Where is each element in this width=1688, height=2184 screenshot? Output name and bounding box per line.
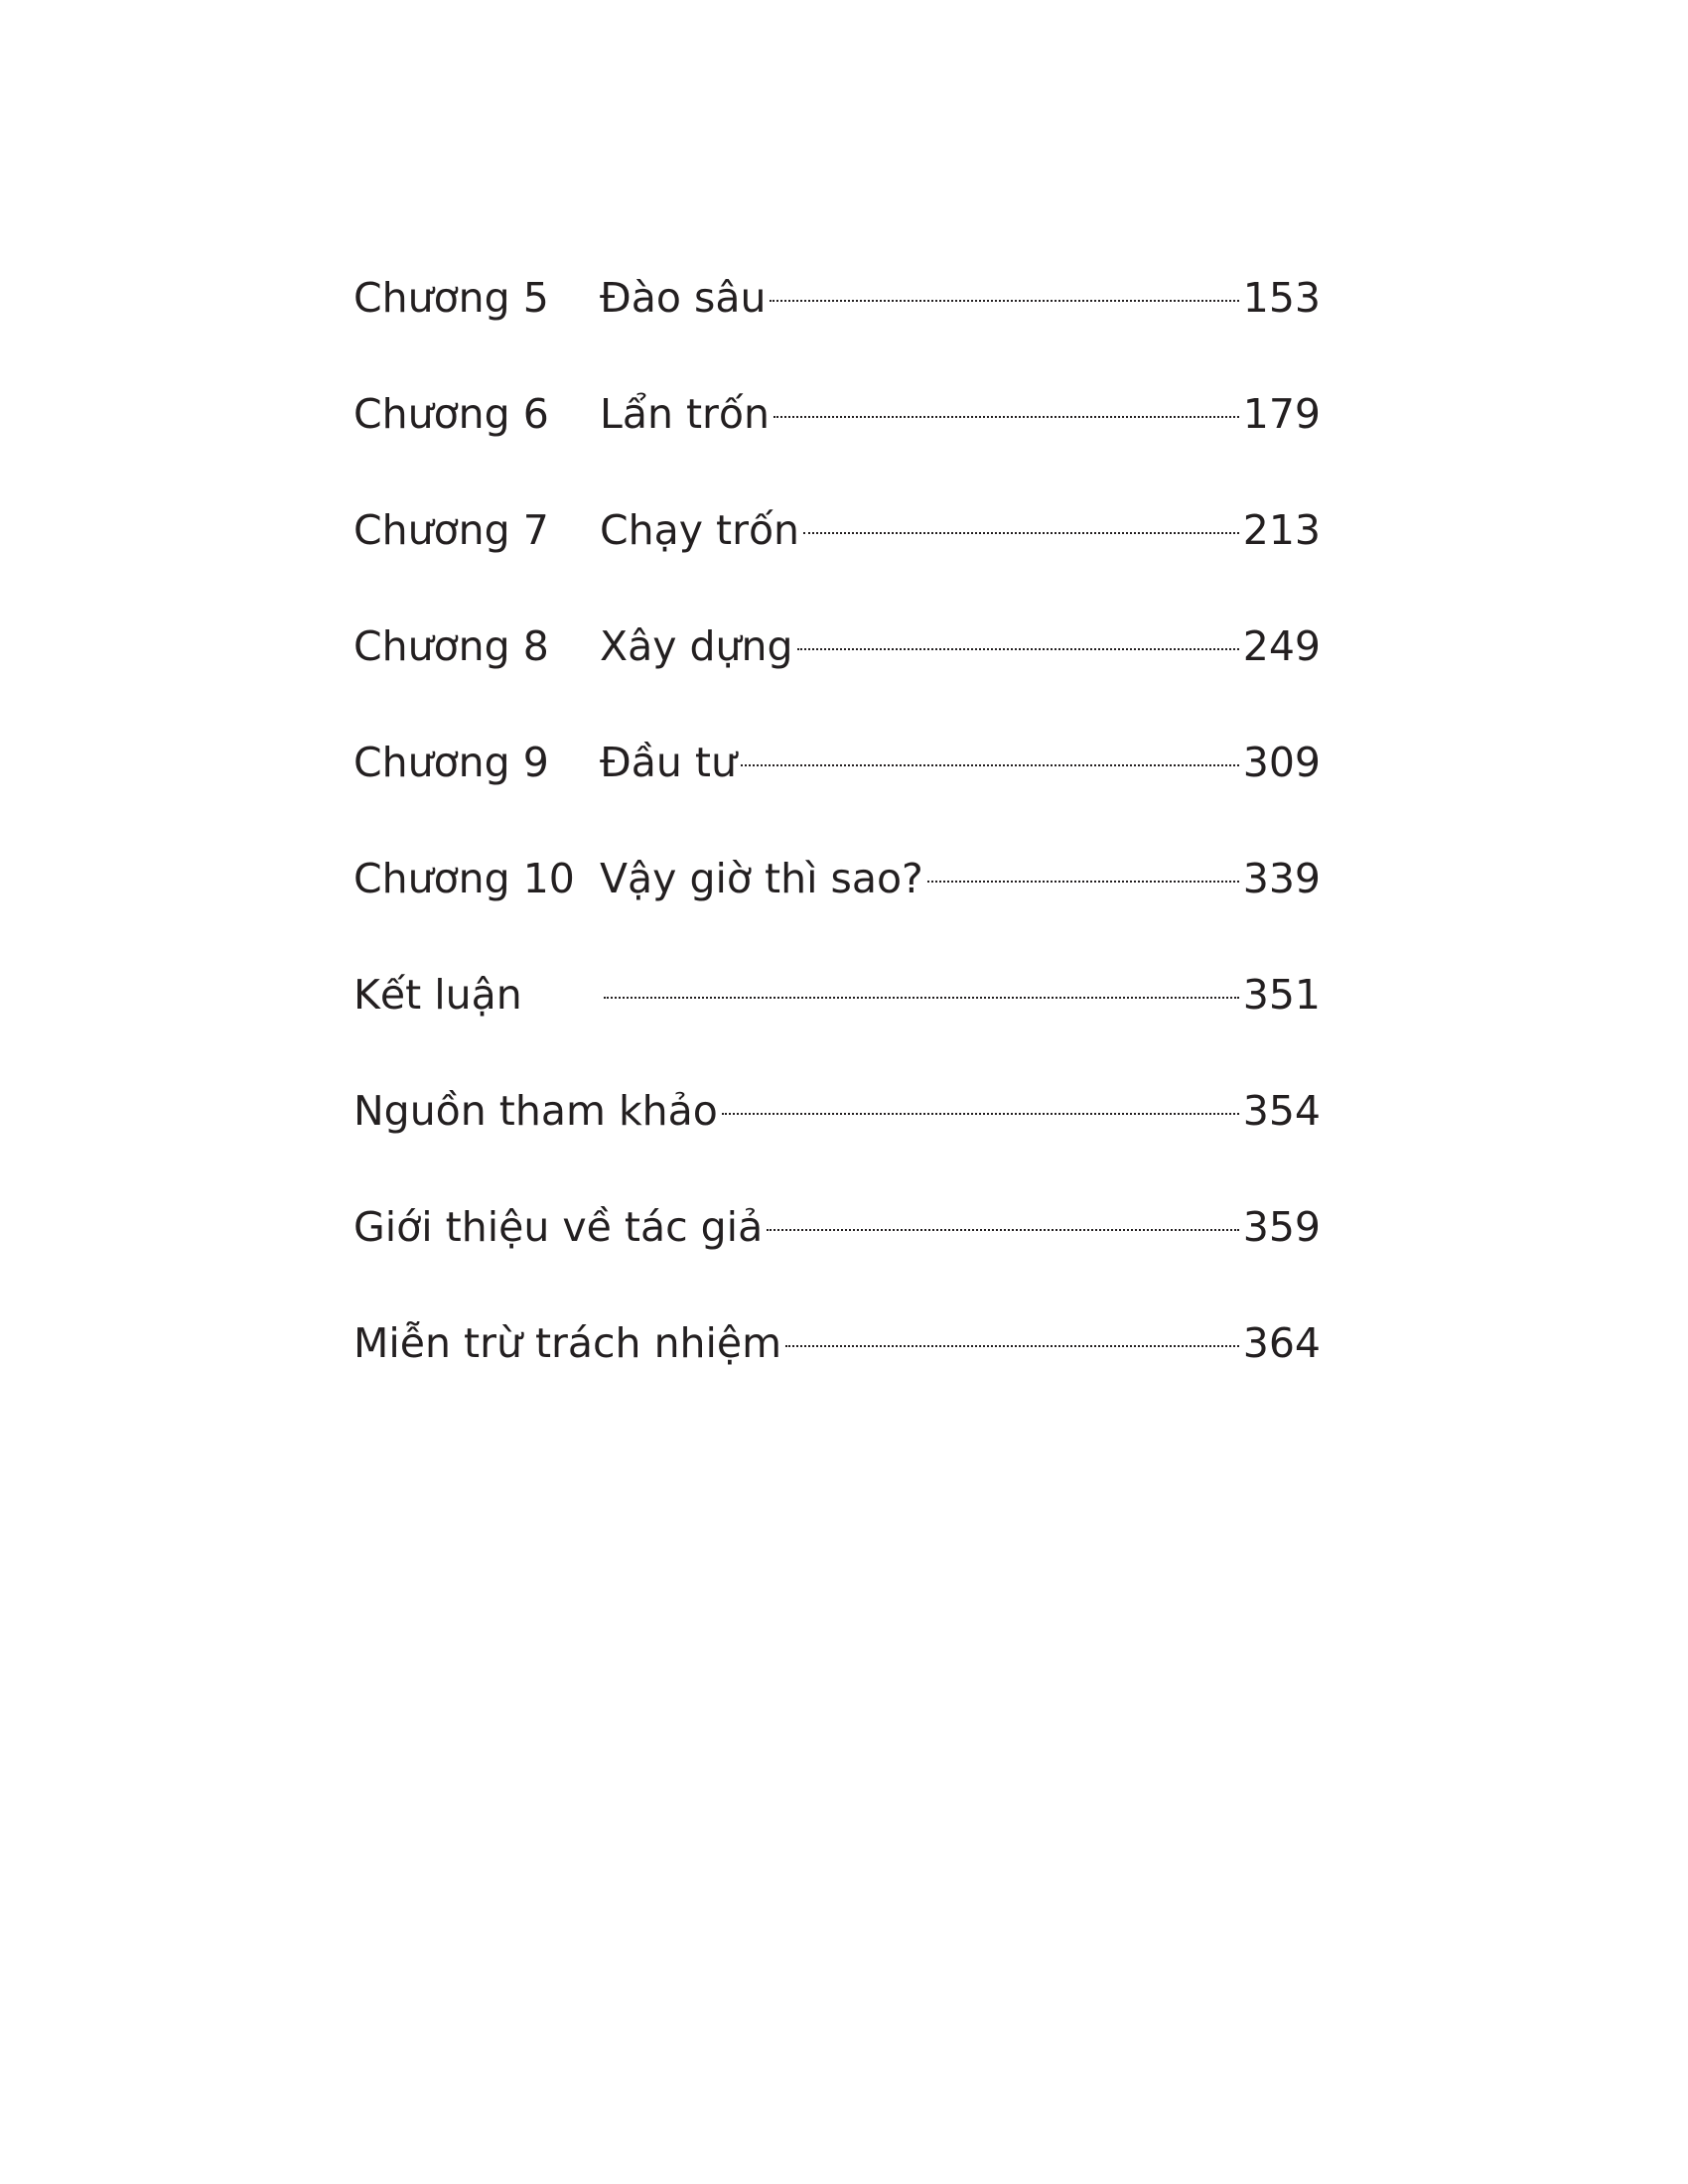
dot-leader (722, 1113, 1239, 1115)
toc-page-number: 249 (1242, 622, 1321, 670)
toc-page-number: 364 (1242, 1319, 1321, 1367)
toc-title: Giới thiệu về tác giả (353, 1203, 764, 1251)
toc-page-number: 309 (1242, 739, 1321, 786)
dot-leader (774, 416, 1239, 418)
toc-entry-chapter-5[interactable] (353, 268, 1321, 328)
toc-page-number: 153 (1242, 274, 1321, 322)
toc-entry-about-author[interactable] (353, 1197, 1321, 1257)
toc-entry-chapter-6[interactable] (353, 384, 1321, 444)
dot-leader (927, 881, 1239, 883)
dot-leader (785, 1345, 1239, 1347)
toc-page-number: 339 (1242, 855, 1321, 902)
toc-chapter-label: Chương 5 (353, 274, 549, 322)
toc-page-number: 359 (1242, 1203, 1321, 1251)
dot-leader (604, 997, 1239, 999)
toc-title: Vậy giờ thì sao? (600, 855, 923, 902)
toc-entry-conclusion[interactable] (353, 965, 1321, 1024)
toc-entry-disclaimer[interactable] (353, 1313, 1321, 1373)
toc-chapter-label: Chương 6 (353, 390, 549, 438)
toc-title: Xây dựng (600, 622, 793, 670)
dot-leader (803, 532, 1239, 534)
toc-title: Lẩn trốn (600, 390, 770, 438)
toc-entry-chapter-9[interactable] (353, 733, 1321, 792)
toc-title: Nguồn tham khảo (353, 1087, 718, 1135)
toc-entry-chapter-7[interactable] (353, 500, 1321, 560)
toc-page-number: 351 (1242, 971, 1321, 1019)
toc-entry-chapter-10[interactable] (353, 849, 1321, 908)
toc-page-number: 354 (1242, 1087, 1321, 1135)
dot-leader (741, 764, 1239, 766)
toc-chapter-label: Chương 8 (353, 622, 549, 670)
toc-entry-references[interactable] (353, 1081, 1321, 1141)
toc-title: Chạy trốn (600, 506, 800, 554)
toc-title: Miễn trừ trách nhiệm (353, 1319, 782, 1367)
toc-title: Đào sâu (600, 274, 767, 322)
dot-leader (767, 1229, 1239, 1231)
toc-chapter-label: Chương 10 (353, 855, 575, 902)
dot-leader (797, 648, 1239, 650)
toc-title: Đầu tư (600, 739, 737, 786)
toc-page-number: 179 (1242, 390, 1321, 438)
toc-chapter-label: Kết luận (353, 971, 522, 1019)
toc-page-number: 213 (1242, 506, 1321, 554)
toc-entry-chapter-8[interactable] (353, 616, 1321, 676)
toc-chapter-label: Chương 9 (353, 739, 549, 786)
dot-leader (770, 300, 1238, 302)
toc-chapter-label: Chương 7 (353, 506, 549, 554)
